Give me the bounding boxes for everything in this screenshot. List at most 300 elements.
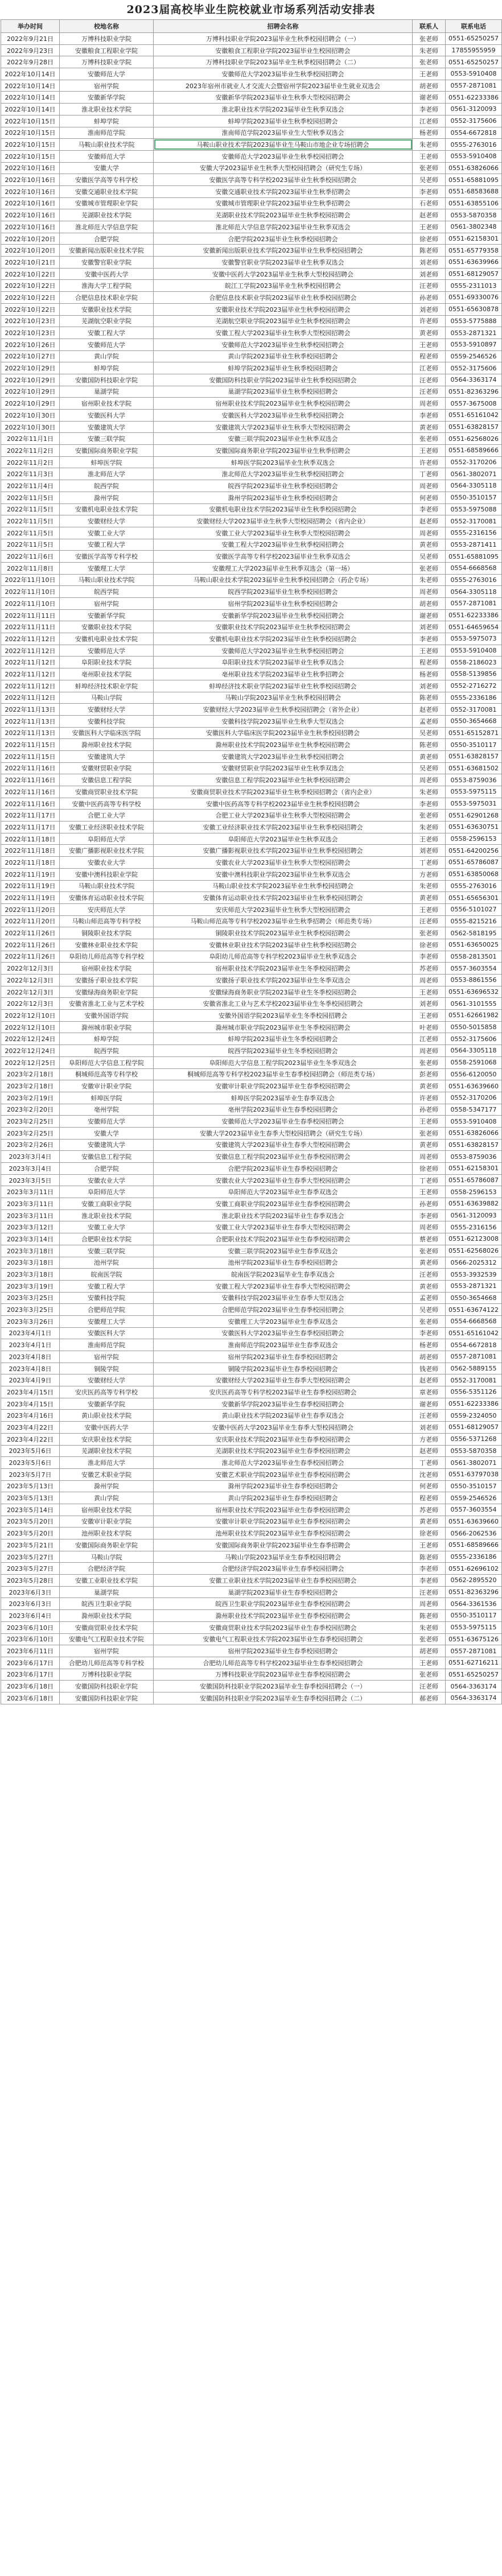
table-row bbox=[1, 1186, 502, 1198]
contact-cell: 江老师 bbox=[413, 362, 446, 374]
phone-cell: 0552-2716272 bbox=[446, 680, 502, 692]
contact-cell: 石老师 bbox=[413, 197, 446, 209]
phone-cell: 0555-8215216 bbox=[446, 915, 502, 927]
date-cell: 2022年10月21日 bbox=[1, 257, 60, 269]
date-cell: 2022年11月5日 bbox=[1, 539, 60, 551]
phone-cell: 0553-5975115 bbox=[446, 1621, 502, 1633]
school-cell: 皖南医学院 bbox=[60, 1269, 154, 1281]
school-cell: 安徽师范大学 bbox=[60, 338, 154, 350]
school-cell: 马鞍山职业技术学院 bbox=[60, 880, 154, 892]
phone-cell: 0551-65161042 bbox=[446, 1327, 502, 1339]
contact-cell: 汪老师 bbox=[413, 1269, 446, 1281]
contact-cell: 朱老师 bbox=[413, 821, 446, 833]
table-row bbox=[1, 92, 502, 104]
school-cell: 安徽中医药大学 bbox=[60, 1422, 154, 1434]
phone-cell: 0555-2336186 bbox=[446, 1551, 502, 1563]
column-header-event: 招聘会名称 bbox=[154, 20, 413, 33]
date-cell: 2023年5月27日 bbox=[1, 1563, 60, 1575]
date-cell: 2023年2月18日 bbox=[1, 1068, 60, 1080]
contact-cell: 孙老师 bbox=[413, 292, 446, 304]
contact-cell: 陈老师 bbox=[413, 692, 446, 704]
table-row bbox=[1, 1363, 502, 1374]
school-cell: 亳州学院 bbox=[60, 1104, 154, 1116]
event-cell: 宿州学院2023届毕业生春季校园招聘会 bbox=[154, 1645, 413, 1657]
contact-cell: 刘老师 bbox=[413, 268, 446, 280]
table-row bbox=[1, 185, 502, 197]
phone-cell: 0562-2895520 bbox=[446, 1575, 502, 1587]
school-cell: 安徽绿海商务职业学院 bbox=[60, 986, 154, 998]
contact-cell: 王老师 bbox=[413, 645, 446, 657]
event-cell: 安徽工程大学2023届毕业生春季大型校园招聘会 bbox=[154, 1280, 413, 1292]
table-row bbox=[1, 939, 502, 951]
table-row bbox=[1, 327, 502, 339]
phone-cell: 0558-2596153 bbox=[446, 833, 502, 845]
event-cell: 滁州职业技术学院2023届毕业生秋季校园招聘会 bbox=[154, 739, 413, 751]
school-cell: 蚌埠学院 bbox=[60, 362, 154, 374]
date-cell: 2023年6月18日 bbox=[1, 1692, 60, 1704]
phone-cell: 0551-65250257 bbox=[446, 1669, 502, 1681]
phone-cell: 0551-63639660 bbox=[446, 1516, 502, 1528]
date-cell: 2023年2月19日 bbox=[1, 1092, 60, 1104]
table-row bbox=[1, 975, 502, 986]
date-cell: 2022年10月16日 bbox=[1, 221, 60, 233]
phone-cell: 0550-3654668 bbox=[446, 715, 502, 727]
school-cell: 淮北师范大学信息学院 bbox=[60, 221, 154, 233]
school-cell: 滁州学院 bbox=[60, 1480, 154, 1492]
school-cell: 淮南师范学院 bbox=[60, 1339, 154, 1351]
contact-cell: 赵老师 bbox=[413, 515, 446, 527]
phone-cell: 0551-63696532 bbox=[446, 986, 502, 998]
date-cell: 2023年4月9日 bbox=[1, 1374, 60, 1386]
event-cell: 阜阳职业技术学院2023届毕业生秋季双选会 bbox=[154, 657, 413, 668]
contact-cell: 汪老师 bbox=[413, 374, 446, 386]
contact-cell: 章老师 bbox=[413, 1386, 446, 1398]
event-cell: 安徽中医药高等专科学校2023届毕业生秋季校园招聘会 bbox=[154, 798, 413, 810]
school-cell: 安徽信息工程学院 bbox=[60, 774, 154, 786]
event-cell: 芜湖职业技术学院2023届毕业生秋季校园招聘会 bbox=[154, 209, 413, 221]
contact-cell: 胡老师 bbox=[413, 1645, 446, 1657]
school-cell: 安徽中澳科技职业学院 bbox=[60, 868, 154, 880]
table-row bbox=[1, 1327, 502, 1339]
date-cell: 2023年5月7日 bbox=[1, 1468, 60, 1480]
school-cell: 巢湖学院 bbox=[60, 386, 154, 398]
event-cell: 安徽医科大学临床医学院2023届毕业生秋季校园招聘会 bbox=[154, 727, 413, 739]
contact-cell: 何老师 bbox=[413, 1480, 446, 1492]
table-row bbox=[1, 786, 502, 798]
phone-cell: 0551-68589666 bbox=[446, 445, 502, 457]
phone-cell: 0551-65881095 bbox=[446, 174, 502, 186]
contact-cell: 杨老师 bbox=[413, 127, 446, 139]
table-row bbox=[1, 868, 502, 880]
event-cell: 蚌埠医学院2023届毕业生秋季双选会 bbox=[154, 456, 413, 468]
contact-cell: 丁老师 bbox=[413, 857, 446, 869]
event-cell: 黄山学院2023届毕业生春季校园招聘会 bbox=[154, 1492, 413, 1504]
table-row bbox=[1, 1669, 502, 1681]
date-cell: 2022年11月4日 bbox=[1, 480, 60, 492]
phone-cell: 0553-2871321 bbox=[446, 1280, 502, 1292]
date-cell: 2023年6月10日 bbox=[1, 1633, 60, 1645]
phone-cell: 0551-82363296 bbox=[446, 1586, 502, 1598]
contact-cell: 陈老师 bbox=[413, 1551, 446, 1563]
table-row bbox=[1, 1586, 502, 1598]
event-cell: 淮南师范学院2023届毕业生大型秋季双选会 bbox=[154, 127, 413, 139]
event-cell: 安徽师范大学2023届毕业生秋季校园招聘会 bbox=[154, 150, 413, 162]
contact-cell: 吴老师 bbox=[413, 551, 446, 563]
event-cell: 合肥师范学院2023届毕业生春季校园招聘会 bbox=[154, 1304, 413, 1316]
table-row bbox=[1, 257, 502, 269]
phone-cell: 0553-5975088 bbox=[446, 503, 502, 515]
contact-cell: 胡老师 bbox=[413, 80, 446, 92]
event-cell: 安徽商贸职业技术学院2023届毕业生秋季校园招聘会（省内企业） bbox=[154, 786, 413, 798]
date-cell: 2023年5月13日 bbox=[1, 1480, 60, 1492]
school-cell: 安徽信息工程学院 bbox=[60, 1151, 154, 1163]
date-cell: 2022年11月16日 bbox=[1, 786, 60, 798]
table-row bbox=[1, 551, 502, 563]
table-row bbox=[1, 1386, 502, 1398]
school-cell: 安徽新华学院 bbox=[60, 609, 154, 621]
phone-cell: 0553-5975115 bbox=[446, 786, 502, 798]
contact-cell: 王老师 bbox=[413, 445, 446, 457]
contact-cell: 黄老师 bbox=[413, 750, 446, 762]
page-title: 2023届高校毕业生院校就业市场系列活动安排表 bbox=[126, 3, 376, 16]
school-cell: 安徽商贸职业技术学院 bbox=[60, 786, 154, 798]
phone-cell: 0552-3175606 bbox=[446, 1033, 502, 1045]
table-row bbox=[1, 680, 502, 692]
school-cell: 安徽医科大学临床医学院 bbox=[60, 727, 154, 739]
event-cell: 铜陵学院2023届毕业生春季校园招聘会 bbox=[154, 1363, 413, 1374]
table-row bbox=[1, 915, 502, 927]
contact-cell: 张老师 bbox=[413, 1056, 446, 1068]
school-cell: 安徽扬子职业技术学院 bbox=[60, 975, 154, 986]
event-cell: 合肥职业技术学院2023届毕业生春季校园招聘会 bbox=[154, 1233, 413, 1245]
school-cell: 淮北师范大学 bbox=[60, 468, 154, 480]
date-cell: 2022年11月5日 bbox=[1, 527, 60, 539]
table-row bbox=[1, 197, 502, 209]
table-row bbox=[1, 1315, 502, 1327]
phone-cell: 0551-68583688 bbox=[446, 185, 502, 197]
date-cell: 2022年12月3日 bbox=[1, 975, 60, 986]
school-cell: 皖西卫生职业学院 bbox=[60, 1598, 154, 1610]
contact-cell: 张老师 bbox=[413, 927, 446, 939]
event-cell: 安徽新闻出版职业技术学院2023届毕业生秋季校园招聘会 bbox=[154, 245, 413, 257]
contact-cell: 张老师 bbox=[413, 1669, 446, 1681]
phone-cell: 0550-3510117 bbox=[446, 739, 502, 751]
table-row bbox=[1, 1633, 502, 1645]
event-cell: 巢湖学院2023届毕业生秋季校园招聘会 bbox=[154, 386, 413, 398]
phone-cell: 0553-8759036 bbox=[446, 1151, 502, 1163]
contact-cell: 刘老师 bbox=[413, 257, 446, 269]
event-cell: 池州学院2023届毕业生春季校园招聘会 bbox=[154, 1257, 413, 1269]
table-row bbox=[1, 374, 502, 386]
table-row bbox=[1, 480, 502, 492]
date-cell: 2022年10月16日 bbox=[1, 209, 60, 221]
table-row bbox=[1, 468, 502, 480]
phone-cell: 0553-2871411 bbox=[446, 539, 502, 551]
event-cell: 安徽农业大学2023届毕业生春季大型校园招聘会 bbox=[154, 1174, 413, 1186]
school-cell: 安徽科技学院 bbox=[60, 715, 154, 727]
event-cell: 安徽农业大学2023届毕业生秋季大型校园招聘会 bbox=[154, 857, 413, 869]
table-row bbox=[1, 1080, 502, 1092]
phone-cell: 0553-5910408 bbox=[446, 645, 502, 657]
school-cell: 安徽电气工程职业技术学院 bbox=[60, 1633, 154, 1645]
date-cell: 2022年10月15日 bbox=[1, 139, 60, 151]
event-cell: 安徽师范大学2023届毕业生春季校园招聘会 bbox=[154, 1116, 413, 1128]
contact-cell: 郝老师 bbox=[413, 1692, 446, 1704]
phone-cell: 0551-63855106 bbox=[446, 197, 502, 209]
event-cell: 巢湖学院2023届毕业生春季校园招聘会 bbox=[154, 1586, 413, 1598]
phone-cell: 0550-3654668 bbox=[446, 1292, 502, 1304]
phone-cell: 0552-3170081 bbox=[446, 704, 502, 716]
event-cell: 安徽广播影视职业技术学院2023届毕业生秋季校园招聘会 bbox=[154, 845, 413, 857]
date-cell: 2023年3月25日 bbox=[1, 1304, 60, 1316]
phone-cell: 0551-65786087 bbox=[446, 1174, 502, 1186]
event-cell: 安徽医科大学2023届毕业生秋季校园招聘会 bbox=[154, 410, 413, 422]
date-cell: 2022年11月12日 bbox=[1, 645, 60, 657]
school-cell: 安徽审计职业学院 bbox=[60, 1080, 154, 1092]
date-cell: 2023年3月19日 bbox=[1, 1280, 60, 1292]
school-cell: 安徽广播影视职业技术学院 bbox=[60, 845, 154, 857]
event-cell: 马鞍山职业技术学院2023届毕业生秋季校园招聘会 bbox=[154, 880, 413, 892]
contact-cell: 钱老师 bbox=[413, 1363, 446, 1374]
table-row bbox=[1, 527, 502, 539]
school-cell: 安徽国际商务职业学院 bbox=[60, 445, 154, 457]
contact-cell: 黄老师 bbox=[413, 1280, 446, 1292]
school-cell: 安徽工程大学 bbox=[60, 327, 154, 339]
contact-cell: 张老师 bbox=[413, 1633, 446, 1645]
school-cell: 淮北师范大学 bbox=[60, 1457, 154, 1469]
date-cell: 2022年11月15日 bbox=[1, 750, 60, 762]
school-cell: 安徽财经大学 bbox=[60, 1374, 154, 1386]
table-row bbox=[1, 104, 502, 115]
event-cell: 宿州学院2023届毕业生秋季校园招聘会 bbox=[154, 598, 413, 610]
school-cell: 安徽新华学院 bbox=[60, 92, 154, 104]
table-row bbox=[1, 1139, 502, 1151]
table-row bbox=[1, 1304, 502, 1316]
contact-cell: 李老师 bbox=[413, 1575, 446, 1587]
date-cell: 2023年3月5日 bbox=[1, 1174, 60, 1186]
table-row bbox=[1, 1351, 502, 1363]
date-cell: 2022年10月23日 bbox=[1, 315, 60, 327]
contact-cell: 王老师 bbox=[413, 68, 446, 80]
phone-cell: 0552-3175606 bbox=[446, 362, 502, 374]
school-cell: 合肥职业技术学院 bbox=[60, 1233, 154, 1245]
table-row bbox=[1, 303, 502, 315]
contact-cell: 王老师 bbox=[413, 1186, 446, 1198]
school-cell: 池州学院 bbox=[60, 1257, 154, 1269]
table-row bbox=[1, 150, 502, 162]
event-cell: 安徽粮食工程职业学院2023届毕业生校园招聘会 bbox=[154, 44, 413, 56]
event-cell: 安徽工业职业技术学院2023届毕业生春季校园招聘会 bbox=[154, 1575, 413, 1587]
event-cell: 马鞍山学院2023届毕业生春季校园招聘会 bbox=[154, 1551, 413, 1563]
event-cell: 芜湖职业技术学院2023届毕业生春季校园招聘会 bbox=[154, 1445, 413, 1457]
school-cell: 安徽体育运动职业技术学院 bbox=[60, 892, 154, 904]
contact-cell: 谢老师 bbox=[413, 609, 446, 621]
date-cell: 2022年11月18日 bbox=[1, 857, 60, 869]
school-cell: 安徽国防科技职业学院 bbox=[60, 374, 154, 386]
contact-cell: 吴老师 bbox=[413, 1304, 446, 1316]
event-cell: 安徽中医药大学2023届毕业生春季大型校园招聘会 bbox=[154, 1422, 413, 1434]
event-cell: 桐城师范高等专科学校2023届毕业生春季校园招聘会（师范类专场） bbox=[154, 1068, 413, 1080]
school-cell: 万博科技职业学院 bbox=[60, 56, 154, 68]
contact-cell: 程老师 bbox=[413, 657, 446, 668]
contact-cell: 方老师 bbox=[413, 868, 446, 880]
table-row bbox=[1, 927, 502, 939]
phone-cell: 0551-82363296 bbox=[446, 386, 502, 398]
phone-cell: 0550-3510157 bbox=[446, 492, 502, 503]
contact-cell: 李老师 bbox=[413, 104, 446, 115]
event-cell: 安徽艺术职业学院2023届毕业生春季校园招聘会 bbox=[154, 1468, 413, 1480]
phone-cell: 0550-5015858 bbox=[446, 1021, 502, 1033]
contact-cell: 徐老师 bbox=[413, 939, 446, 951]
school-cell: 宿州职业技术学院 bbox=[60, 963, 154, 975]
event-cell: 安徽审计职业学院2023届毕业生春季校园招聘会 bbox=[154, 1516, 413, 1528]
school-cell: 安徽师范大学 bbox=[60, 150, 154, 162]
event-cell: 安徽三联学院2023届毕业生秋季双选会 bbox=[154, 433, 413, 445]
contact-cell: 朱老师 bbox=[413, 44, 446, 56]
date-cell: 2022年11月17日 bbox=[1, 821, 60, 833]
school-cell: 宿州学院 bbox=[60, 1645, 154, 1657]
school-cell: 蚌埠医学院 bbox=[60, 1092, 154, 1104]
school-cell: 安徽三联学院 bbox=[60, 433, 154, 445]
event-cell: 安徽国防科技职业学院2023届毕业生春季校园招聘会（一） bbox=[154, 1681, 413, 1692]
school-cell: 合肥师范学院 bbox=[60, 1304, 154, 1316]
school-cell: 淮海大学工程学院 bbox=[60, 280, 154, 292]
date-cell: 2022年11月13日 bbox=[1, 704, 60, 716]
event-cell: 安徽财贸职业学院2023届毕业生秋季双选会 bbox=[154, 762, 413, 774]
event-cell: 安徽国际商务职业学院2023届毕业生春季招聘会 bbox=[154, 1539, 413, 1551]
phone-cell: 0551-62568026 bbox=[446, 433, 502, 445]
school-cell: 黄山学院 bbox=[60, 1492, 154, 1504]
contact-cell: 李老师 bbox=[413, 633, 446, 645]
event-cell: 黄山职业技术学院2023届毕业生春季双选会 bbox=[154, 1410, 413, 1422]
table-row bbox=[1, 715, 502, 727]
contact-cell: 周老师 bbox=[413, 975, 446, 986]
contact-cell: 李老师 bbox=[413, 798, 446, 810]
contact-cell: 刘老师 bbox=[413, 680, 446, 692]
event-cell: 安徽职业技术学院2023届毕业生秋季校园招聘会 bbox=[154, 621, 413, 633]
contact-cell: 朱老师 bbox=[413, 1621, 446, 1633]
contact-cell: 刘老师 bbox=[413, 621, 446, 633]
school-cell: 马鞍山学院 bbox=[60, 1551, 154, 1563]
school-cell: 安徽财贸职业学院 bbox=[60, 762, 154, 774]
date-cell: 2022年11月10日 bbox=[1, 598, 60, 610]
contact-cell: 孟老师 bbox=[413, 715, 446, 727]
event-cell: 安徽财经大学2023届毕业生秋季校园招聘会（省外企业） bbox=[154, 704, 413, 716]
contact-cell: 许老师 bbox=[413, 456, 446, 468]
school-cell: 安徽城市管理职业学院 bbox=[60, 197, 154, 209]
event-cell: 安徽新华学院2023届毕业生秋季校园招聘会 bbox=[154, 609, 413, 621]
phone-cell: 0551-63828157 bbox=[446, 750, 502, 762]
school-cell: 宿州学院 bbox=[60, 598, 154, 610]
school-cell: 马鞍山学院 bbox=[60, 692, 154, 704]
contact-cell: 江老师 bbox=[413, 115, 446, 127]
phone-cell: 0553-8861556 bbox=[446, 975, 502, 986]
date-cell: 2022年11月20日 bbox=[1, 915, 60, 927]
contact-cell: 徐老师 bbox=[413, 1163, 446, 1175]
table-row bbox=[1, 115, 502, 127]
school-cell: 安徽建筑大学 bbox=[60, 421, 154, 433]
event-cell: 滁州职业技术学院2023届毕业生春季校园招聘会 bbox=[154, 1610, 413, 1622]
event-cell: 安徽商贸职业技术学院2023届毕业生春季校园招聘会 bbox=[154, 1621, 413, 1633]
school-cell: 安徽工商职业学院 bbox=[60, 1198, 154, 1210]
school-cell: 阜阳职业技术学院 bbox=[60, 657, 154, 668]
phone-cell: 0551-63650025 bbox=[446, 939, 502, 951]
date-cell: 2022年11月16日 bbox=[1, 798, 60, 810]
table-row bbox=[1, 1021, 502, 1033]
date-cell: 2022年10月15日 bbox=[1, 127, 60, 139]
contact-cell: 汪老师 bbox=[413, 1586, 446, 1598]
date-cell: 2023年3月11日 bbox=[1, 1186, 60, 1198]
phone-cell: 0551-63639966 bbox=[446, 257, 502, 269]
school-cell: 安徽工业职业技术学院 bbox=[60, 1575, 154, 1587]
contact-cell: 朱老师 bbox=[413, 880, 446, 892]
phone-cell: 0558-2596153 bbox=[446, 1186, 502, 1198]
phone-cell: 0551-65250257 bbox=[446, 56, 502, 68]
phone-cell: 0551-63826066 bbox=[446, 1127, 502, 1139]
contact-cell: 黄老师 bbox=[413, 327, 446, 339]
school-cell: 安徽工业经济职业技术学院 bbox=[60, 821, 154, 833]
contact-cell: 赵老师 bbox=[413, 1374, 446, 1386]
contact-cell: 叶老师 bbox=[413, 1021, 446, 1033]
school-cell: 宿州职业技术学院 bbox=[60, 1504, 154, 1516]
school-cell: 安徽警官职业学院 bbox=[60, 257, 154, 269]
date-cell: 2023年5月6日 bbox=[1, 1457, 60, 1469]
school-cell: 淮南师范学院 bbox=[60, 127, 154, 139]
event-cell: 安徽财经大学2023届毕业生秋季大型校园招聘会（省内企业） bbox=[154, 515, 413, 527]
phone-cell: 0557-2871081 bbox=[446, 1645, 502, 1657]
table-row bbox=[1, 562, 502, 574]
table-row bbox=[1, 1092, 502, 1104]
table-row bbox=[1, 657, 502, 668]
date-cell: 2022年9月28日 bbox=[1, 56, 60, 68]
date-cell: 2022年10月16日 bbox=[1, 197, 60, 209]
event-cell: 安徽医学高等专科学校2023届毕业生秋季双选会 bbox=[154, 551, 413, 563]
event-cell: 万博科技职业学院2023届毕业生秋季校园招聘会（一） bbox=[154, 33, 413, 45]
school-cell: 滁州城市职业学院 bbox=[60, 1021, 154, 1033]
event-cell: 安徽医科大学2023届毕业生春季校园招聘会 bbox=[154, 1327, 413, 1339]
contact-cell: 周老师 bbox=[413, 1598, 446, 1610]
date-cell: 2022年11月5日 bbox=[1, 492, 60, 503]
table-row bbox=[1, 1257, 502, 1269]
phone-cell: 0555-2763016 bbox=[446, 139, 502, 151]
school-cell: 安徽建筑大学 bbox=[60, 750, 154, 762]
contact-cell: 王老师 bbox=[413, 986, 446, 998]
phone-cell: 0551-65779358 bbox=[446, 245, 502, 257]
phone-cell: 0554-6668568 bbox=[446, 1315, 502, 1327]
date-cell: 2023年3月26日 bbox=[1, 1315, 60, 1327]
phone-cell: 0553-2871321 bbox=[446, 327, 502, 339]
date-cell: 2023年6月17日 bbox=[1, 1669, 60, 1681]
phone-cell: 0551-65250257 bbox=[446, 33, 502, 45]
table-row bbox=[1, 1221, 502, 1233]
event-cell: 安徽交通职业技术学院2023届毕业生秋季招聘会 bbox=[154, 185, 413, 197]
school-cell: 巢湖学院 bbox=[60, 1586, 154, 1598]
phone-cell: 0551-63639660 bbox=[446, 1080, 502, 1092]
contact-cell: 刘老师 bbox=[413, 303, 446, 315]
school-cell: 池州职业技术学院 bbox=[60, 1528, 154, 1539]
date-cell: 2022年11月12日 bbox=[1, 633, 60, 645]
school-cell: 安徽三联学院 bbox=[60, 1245, 154, 1257]
contact-cell: 张老师 bbox=[413, 1315, 446, 1327]
date-cell: 2022年11月12日 bbox=[1, 668, 60, 680]
event-cell: 安徽新华学院2023届毕业生秋季大型校园招聘会 bbox=[154, 92, 413, 104]
school-cell: 安徽商贸职业技术学院 bbox=[60, 1621, 154, 1633]
date-cell: 2022年10月16日 bbox=[1, 174, 60, 186]
phone-cell: 0556-6120050 bbox=[446, 1068, 502, 1080]
table-row bbox=[1, 209, 502, 221]
school-cell: 安徽医科大学 bbox=[60, 1327, 154, 1339]
event-cell: 阜阳幼儿师范高等专科学校2023届毕业生秋季双选会 bbox=[154, 951, 413, 963]
